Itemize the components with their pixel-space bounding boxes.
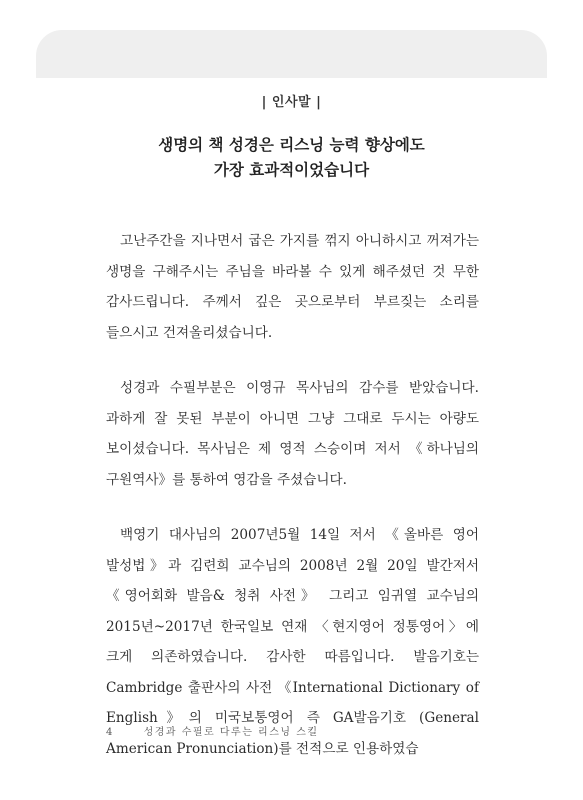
paragraph-1: 고난주간을 지나면서 굽은 가지를 꺾지 아니하시고 꺼져가는 생명을 구해주시는 주님을 바라볼 수 있게 해주셨던 것 무한 감사드립니다. 주께서 깊은 곳으로부터 부르짖는 소리를 들으시고 건져올리셨습니다. [106,233,479,341]
paragraph-3: 백영기 대사님의 2007년5월 14일 저서 《올바른 영어 발성법》과 김련희 교수님의 2008년 2월 20일 발간저서 《영어회화 발음& 청취 사전》 그리고 임귀열 교수님의 2015년~2017년 한국일보 연재 〈현지영어 정통영어〉에 크게 의존하였습니다. 감사한 따름입니다. 발음기호는 Cambridge 출판사의 사전 《International Dictionary of English》의 미국보통영어 즉 GA발음기호 (General American Pronunciation)를 전적으로 인용하였습 [106,527,479,757]
headline [0,132,583,182]
section-label: | 인사말 | [261,95,322,110]
headline-line-1: 생명의 책 성경은 리스닝 능력 향상에도 [158,135,425,154]
page-number: 4 [106,727,113,738]
running-title: 성경과 수필로 다루는 리스닝 스킬 [143,727,319,738]
page-footer [106,723,319,738]
body-text [106,226,479,789]
page-top-tab [36,30,547,78]
headline-line-2: 가장 효과적이었습니다 [213,160,370,179]
paragraph-2: 성경과 수필부분은 이영규 목사님의 감수를 받았습니다. 과하게 잘 못된 부분이 아니면 그냥 그대로 두시는 아량도 보이셨습니다. 목사님은 제 영적 스승이며 저서 《하나님의 구원역사》를 통하여 영감을 주셨습니다. [106,380,479,488]
